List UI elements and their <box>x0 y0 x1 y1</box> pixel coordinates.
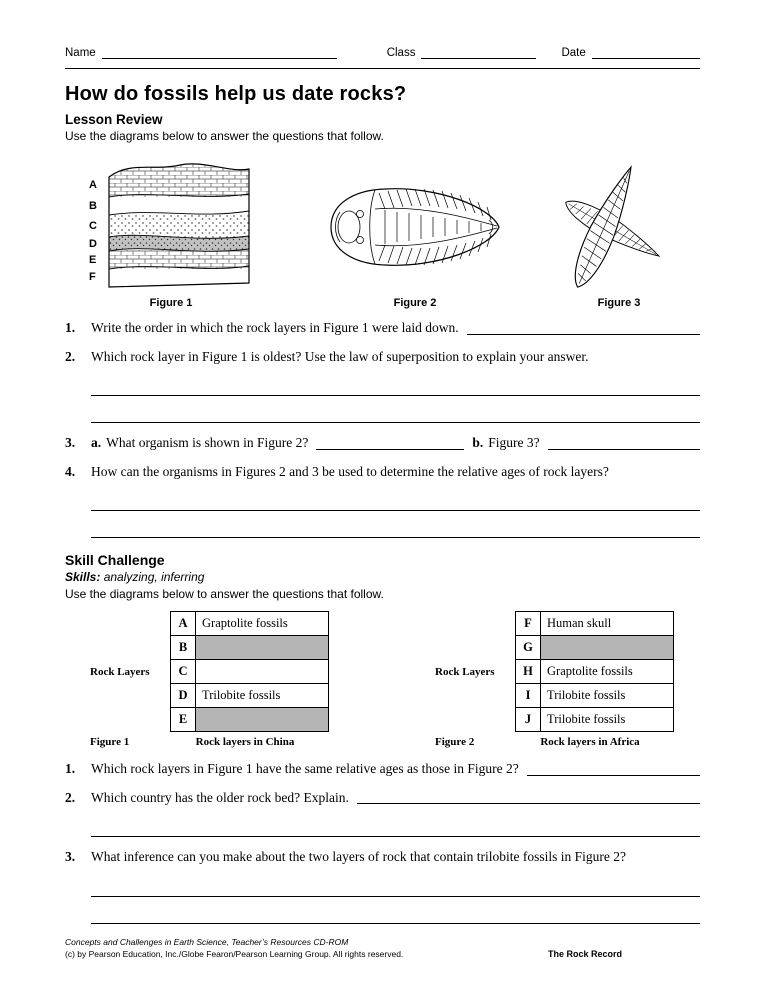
layer-label-a: A <box>89 179 97 191</box>
row-letter: I <box>516 684 541 708</box>
skills-line <box>65 570 700 584</box>
trilobite-figure <box>325 179 505 275</box>
sc-q3-text: What inference can you make about the two layers of rock that contain trilobite fossils in Figure 2? <box>91 849 626 865</box>
class-label: Class <box>386 47 416 59</box>
row-content <box>196 660 329 684</box>
lr-q2-answer-line-1 <box>91 369 700 396</box>
table-row <box>171 660 329 684</box>
sc-q1-answer-blank <box>527 760 700 776</box>
layer-label-d: D <box>89 238 97 250</box>
row-letter: H <box>516 660 541 684</box>
table-row <box>171 684 329 708</box>
table-row <box>516 660 674 684</box>
sc-question-3 <box>65 848 700 924</box>
table-row <box>171 612 329 636</box>
china-side-label: Rock Layers <box>90 665 150 678</box>
row-content: Trilobite fossils <box>541 684 674 708</box>
lr-q4-text: How can the organisms in Figures 2 and 3 be used to determine the relative ages of rock layers? <box>91 463 609 479</box>
lr-q1-answer-blank <box>467 319 700 335</box>
row-content: Trilobite fossils <box>541 708 674 732</box>
figure-2-block <box>315 151 515 309</box>
layer-label-b: B <box>89 200 97 212</box>
lr-q2-answer-line-2 <box>91 396 700 423</box>
lr-q3a-answer-blank <box>316 434 464 450</box>
footer-line-1: Concepts and Challenges in Earth Science, Teacher’s Resources CD-ROM <box>65 937 349 948</box>
sc-q1-number: 1. <box>65 761 76 777</box>
table-row <box>516 708 674 732</box>
page-title: How do fossils help us date rocks? <box>65 83 407 105</box>
sc-question-2 <box>65 789 700 838</box>
lr-q4-number: 4. <box>65 463 76 479</box>
rock-table-china <box>170 611 329 732</box>
page-footer <box>65 937 700 960</box>
sc-q3-answer-line-1 <box>91 870 700 897</box>
skill-challenge-instructions: Use the diagrams below to answer the questions that follow. <box>65 587 384 602</box>
lr-q3a-text: What organism is shown in Figure 2? <box>106 435 309 451</box>
lr-q2-text: Which rock layer in Figure 1 is oldest? Use the law of superposition to explain your answer. <box>91 348 589 364</box>
lesson-review-heading: Lesson Review <box>65 112 163 127</box>
date-blank <box>592 45 700 59</box>
sc-q2-text: Which country has the older rock bed? Explain. <box>91 789 349 805</box>
row-letter: B <box>171 636 196 660</box>
skill-challenge-heading: Skill Challenge <box>65 552 165 569</box>
class-blank <box>421 45 536 59</box>
layer-label-c: C <box>89 220 97 232</box>
lesson-review-instructions: Use the diagrams below to answer the questions that follow. <box>65 129 384 143</box>
table-row <box>516 612 674 636</box>
lr-question-3 <box>65 434 700 452</box>
row-letter: C <box>171 660 196 684</box>
lr-q4-answer-line-2 <box>91 511 700 538</box>
row-content <box>541 636 674 660</box>
table-row <box>516 684 674 708</box>
row-letter: G <box>516 636 541 660</box>
sc-q2-number: 2. <box>65 789 76 805</box>
figure-2-caption: Figure 2 <box>393 297 437 309</box>
row-content <box>196 708 329 732</box>
row-letter: J <box>516 708 541 732</box>
footer-line-2: (c) by Pearson Education, Inc./Globe Fearon/Pearson Learning Group. All rights reserved. <box>65 948 404 959</box>
africa-table-caption: Rock layers in Africa <box>540 736 640 749</box>
skills-text: analyzing, inferring <box>103 570 205 585</box>
row-letter: F <box>516 612 541 636</box>
sc-q2-answer-blank <box>357 789 700 805</box>
table-row <box>516 636 674 660</box>
lr-q4-answer-line-1 <box>91 484 700 511</box>
lr-question-4 <box>65 463 700 539</box>
china-figure-label: Figure 1 <box>90 736 130 749</box>
row-content: Graptolite fossils <box>196 612 329 636</box>
row-letter: E <box>171 708 196 732</box>
lr-q1-text: Write the order in which the rock layers in Figure 1 were laid down. <box>91 320 459 335</box>
lr-q3-number: 3. <box>65 435 76 451</box>
table-row <box>171 636 329 660</box>
lr-q3b-text: Figure 3? <box>488 435 540 451</box>
rock-table-africa <box>515 611 674 732</box>
row-letter: A <box>171 612 196 636</box>
rock-table-china-block <box>90 611 329 748</box>
sc-q3-answer-line-2 <box>91 897 700 924</box>
rock-table-africa-block <box>435 611 674 748</box>
sc-q1-text: Which rock layers in Figure 1 have the same relative ages as those in Figure 2? <box>91 761 519 777</box>
skills-label: Skills: <box>65 570 101 585</box>
figures-row <box>65 151 700 309</box>
date-label: Date <box>561 47 586 59</box>
rock-layers-diagram <box>85 151 253 289</box>
row-content: Human skull <box>541 612 674 636</box>
name-label: Name <box>65 47 96 59</box>
lr-q1-number: 1. <box>65 320 76 335</box>
sc-q2-answer-line-1 <box>91 810 700 837</box>
name-class-date-row <box>65 45 700 69</box>
sc-question-1 <box>65 760 700 778</box>
africa-side-label: Rock Layers <box>435 665 495 678</box>
lr-q3b-answer-blank <box>548 434 700 450</box>
lr-q3a-label: a. <box>91 435 102 451</box>
lr-question-2 <box>65 348 700 424</box>
footer-credits <box>65 937 403 960</box>
lr-q2-number: 2. <box>65 348 76 364</box>
layer-label-f: F <box>89 271 96 283</box>
africa-figure-label: Figure 2 <box>435 736 475 749</box>
figure-3-block <box>560 151 678 309</box>
row-content: Trilobite fossils <box>196 684 329 708</box>
footer-section-title: The Rock Record <box>547 948 622 959</box>
name-blank <box>102 45 337 59</box>
figure-1-block <box>85 151 257 309</box>
sc-q3-number: 3. <box>65 849 76 865</box>
figure-1-caption: Figure 1 <box>149 297 193 309</box>
table-row <box>171 708 329 732</box>
row-letter: D <box>171 684 196 708</box>
china-table-caption: Rock layers in China <box>195 736 295 749</box>
lr-question-1 <box>65 319 700 337</box>
fossil-shells-figure <box>563 151 675 291</box>
layer-label-e: E <box>89 254 97 266</box>
row-content <box>196 636 329 660</box>
lr-q3b-label: b. <box>472 435 484 451</box>
rock-tables-row <box>65 611 700 748</box>
figure-3-caption: Figure 3 <box>597 297 641 309</box>
row-content: Graptolite fossils <box>541 660 674 684</box>
